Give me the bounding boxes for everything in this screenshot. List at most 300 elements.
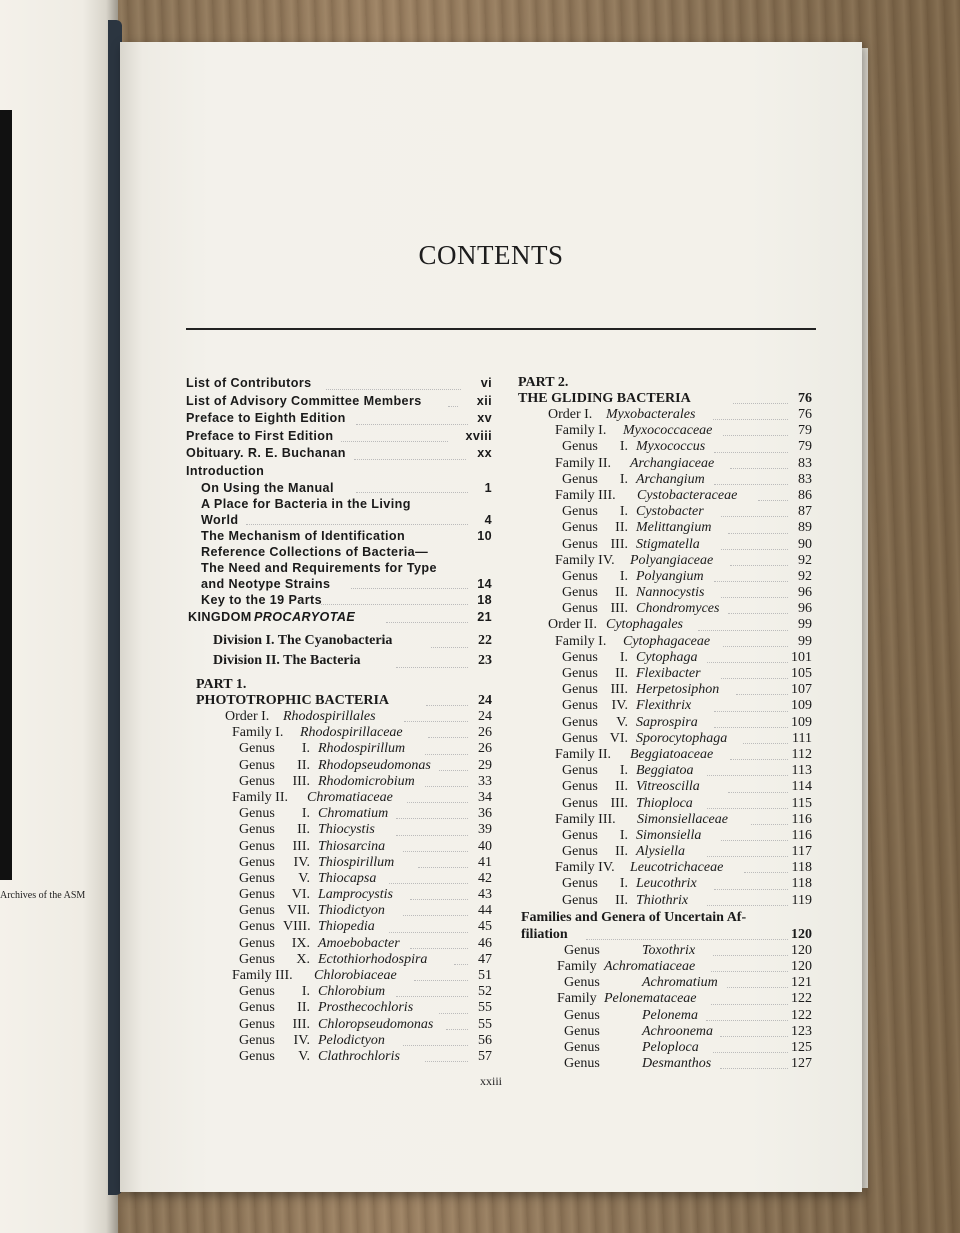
genus-number: X. <box>296 951 310 967</box>
page-ref: 109 <box>791 714 812 730</box>
page-ref: 111 <box>792 730 812 746</box>
dot-leader <box>721 678 788 679</box>
dot-leader <box>396 835 468 836</box>
page-ref: 105 <box>791 666 812 681</box>
toc-entry <box>186 428 492 446</box>
rank-label: Genus <box>239 1016 275 1032</box>
dot-leader <box>586 939 788 940</box>
taxon-name: Myxococcus <box>636 439 706 455</box>
genus-number: III. <box>610 795 628 811</box>
rank-label: Genus <box>562 730 598 746</box>
taxon-name: Toxothrix <box>642 942 696 958</box>
page-ref: 107 <box>791 682 812 698</box>
dot-leader <box>403 1045 468 1046</box>
dot-leader <box>389 932 468 933</box>
dot-leader <box>743 743 788 744</box>
dot-leader <box>707 905 788 906</box>
taxon-name: Chlorobium <box>318 984 386 1000</box>
rank-label: Genus <box>562 520 598 536</box>
taxon-name: Pelodictyon <box>318 1032 385 1048</box>
page-ref: 42 <box>478 870 492 886</box>
genus-number: II. <box>615 585 628 601</box>
taxon-name: Chromatium <box>318 806 389 822</box>
taxon-name: Thiodictyon <box>318 903 385 919</box>
genus-number: I. <box>619 763 628 779</box>
toc-entry <box>186 608 492 626</box>
dot-leader <box>414 980 468 981</box>
page-ref: 14 <box>477 577 492 591</box>
rank-label: Family <box>557 991 597 1007</box>
taxon-name: Achromatium <box>642 975 718 991</box>
dot-leader <box>410 899 468 900</box>
toc-entry <box>186 560 492 576</box>
dot-leader <box>396 818 468 819</box>
dot-leader <box>698 630 788 631</box>
rank-label: Genus <box>239 1048 275 1064</box>
part-title: THE GLIDING BACTERIA <box>518 391 691 406</box>
page-ref: 113 <box>791 763 812 779</box>
toc-entry <box>186 512 492 528</box>
toc-entry <box>186 741 492 757</box>
genus-number: II. <box>615 520 628 536</box>
taxon-name: Polyangiaceae <box>630 552 714 568</box>
rank-label: Family IV. <box>555 860 615 876</box>
rank-label: Order II. <box>548 617 597 633</box>
genus-number: III. <box>292 1016 310 1032</box>
toc-entry <box>186 984 492 1000</box>
entry-label: and Neotype Strains <box>201 577 331 591</box>
taxon-name: Stigmatella <box>636 536 700 552</box>
page-ref: 39 <box>478 822 492 838</box>
dot-leader <box>396 996 468 997</box>
genus-number: II. <box>615 666 628 681</box>
toc-entry <box>518 844 812 860</box>
rank-label: Genus <box>239 919 275 935</box>
taxon-name: Nannocystis <box>636 585 705 601</box>
dot-leader <box>707 662 788 663</box>
toc-entry <box>186 677 492 693</box>
dot-leader <box>728 792 788 793</box>
toc-entry <box>186 1000 492 1016</box>
rank-label: Genus <box>562 568 598 584</box>
toc-entry <box>518 666 812 682</box>
dot-leader <box>351 588 468 589</box>
page-ref: 115 <box>791 795 812 811</box>
rank-label: Genus <box>562 714 598 730</box>
toc-entry <box>186 463 492 481</box>
rank-label: Order I. <box>225 709 270 724</box>
rank-label: Genus <box>239 951 275 967</box>
page-ref: 123 <box>791 1023 812 1039</box>
toc-entry <box>518 943 812 959</box>
page-ref: 43 <box>478 887 492 903</box>
toc-entry <box>518 876 812 892</box>
toc-entry <box>186 544 492 560</box>
page-ref: 45 <box>478 919 492 935</box>
dot-leader <box>721 597 788 598</box>
toc-entry <box>518 991 812 1007</box>
rank-label: Genus <box>562 666 598 681</box>
taxon-name: Alysiella <box>636 844 685 860</box>
rank-label: Genus <box>239 903 275 919</box>
taxon-name: Chondromyces <box>636 601 720 617</box>
kingdom-name: PROCARYOTAE <box>254 610 356 624</box>
page-ref: 33 <box>478 773 492 789</box>
toc-entry <box>518 1040 812 1056</box>
part-title: PHOTOTROPHIC BACTERIA <box>196 693 390 708</box>
toc-entry <box>518 926 812 943</box>
rank-label: Genus <box>562 682 598 698</box>
genus-number: VIII. <box>283 919 311 935</box>
page-ref: 127 <box>791 1056 812 1072</box>
taxon-name: Achromatiaceae <box>604 959 696 974</box>
genus-number: I. <box>619 471 628 487</box>
rank-label: Genus <box>562 504 598 520</box>
rank-label: Genus <box>562 763 598 779</box>
entry-label: World <box>201 513 239 527</box>
dot-leader <box>720 1036 788 1037</box>
taxon-name: Chromatiaceae <box>307 789 393 805</box>
division-label: Division II. The Bacteria <box>213 653 361 668</box>
page-ref: 87 <box>798 504 812 520</box>
taxon-name: Beggiatoa <box>636 763 694 779</box>
toc-entry <box>518 893 812 909</box>
toc-entry <box>518 747 812 763</box>
rank-label: Genus <box>562 795 598 811</box>
genus-number: II. <box>297 1000 310 1016</box>
toc-entry <box>186 871 492 887</box>
dot-leader <box>728 533 788 534</box>
taxon-name: Rhodomicrobium <box>318 773 415 789</box>
toc-entry <box>518 520 812 536</box>
toc-entry <box>186 576 492 592</box>
title-rule <box>186 328 816 330</box>
toc-entry <box>186 839 492 855</box>
page-ref: 79 <box>798 423 812 439</box>
entry-label: The Mechanism of Identification <box>201 529 406 543</box>
genus-number: I. <box>619 504 628 520</box>
toc-entry <box>186 496 492 512</box>
genus-number: V. <box>298 870 310 886</box>
dot-leader <box>751 824 788 825</box>
page-ref: 21 <box>477 610 492 624</box>
genus-number: II. <box>615 844 628 860</box>
toc-entry <box>518 860 812 876</box>
toc-entry <box>186 758 492 774</box>
toc-entry <box>518 1056 812 1072</box>
toc-entry <box>518 585 812 601</box>
taxon-name: Myxococcaceae <box>623 423 713 439</box>
taxon-name: Sporocytophaga <box>636 730 728 746</box>
taxon-name: Thiosarcina <box>318 838 386 854</box>
toc-entry <box>518 1024 812 1040</box>
page-ref: 120 <box>791 926 812 942</box>
dot-leader <box>448 406 458 407</box>
entry-label: On Using the Manual <box>201 481 334 495</box>
rank-label: Genus <box>564 975 600 991</box>
kingdom-prefix: KINGDOM <box>188 610 252 624</box>
taxon-name: Rhodospirillaceae <box>300 725 403 741</box>
rank-label: Family I. <box>555 423 607 439</box>
page-ref: 46 <box>478 935 492 951</box>
toc-entry <box>518 488 812 504</box>
page-ref: xx <box>477 446 492 460</box>
page-ref: xv <box>477 411 492 425</box>
page-ref: 22 <box>478 633 492 648</box>
dot-leader <box>356 424 468 425</box>
division-label: Division I. The Cyanobacteria <box>213 633 393 648</box>
taxon-name: Thiospirillum <box>318 854 395 870</box>
toc-entry <box>186 887 492 903</box>
dot-leader <box>714 484 788 485</box>
page-ref: 114 <box>791 779 812 795</box>
page-ref: 34 <box>478 789 492 805</box>
rank-label: Genus <box>562 439 598 455</box>
taxon-name: Cytophagales <box>606 617 683 633</box>
taxon-name: Archangium <box>636 471 705 487</box>
dot-leader <box>454 964 468 965</box>
genus-number: I. <box>619 876 628 892</box>
photo-caption: Archives of the ASM <box>0 890 86 901</box>
facing-page <box>0 0 118 1233</box>
dot-leader <box>707 856 788 857</box>
dot-leader <box>736 694 788 695</box>
page-title: CONTENTS <box>418 240 564 270</box>
toc-entry <box>186 631 492 651</box>
page-ref: 99 <box>798 633 812 649</box>
page-ref: 24 <box>478 693 492 708</box>
dot-leader <box>426 705 468 706</box>
section-heading: filiation <box>521 926 568 942</box>
taxon-name: Chlorobiaceae <box>314 968 397 983</box>
taxon-name: Pelonemataceae <box>604 991 697 1007</box>
toc-entry <box>518 456 812 472</box>
right-column <box>518 375 812 1072</box>
dot-leader <box>721 840 788 841</box>
page-ref: 116 <box>791 827 812 843</box>
dot-leader <box>410 948 468 949</box>
dot-leader <box>713 955 788 956</box>
rank-label: Genus <box>562 892 598 908</box>
dot-leader <box>713 1052 788 1053</box>
taxon-name: Polyangium <box>636 568 704 584</box>
rank-label: Family III. <box>232 968 293 983</box>
taxon-name: Achroonema <box>642 1023 714 1039</box>
rank-label: Genus <box>564 1056 600 1072</box>
dot-leader <box>714 711 788 712</box>
genus-number: III. <box>292 838 310 854</box>
entry-label: Preface to First Edition <box>186 428 334 443</box>
page-ref: 89 <box>798 520 812 536</box>
genus-number: IV. <box>611 698 628 714</box>
taxon-name: Peloploca <box>642 1039 699 1055</box>
toc-entry <box>186 410 492 428</box>
part-label: PART 1. <box>196 677 247 692</box>
page-ref: 26 <box>478 741 492 757</box>
taxon-name: Thioploca <box>636 795 693 811</box>
toc-entry <box>518 553 812 569</box>
rank-label: Genus <box>562 827 598 843</box>
facing-page-photo <box>0 110 12 880</box>
dot-leader <box>706 1020 788 1021</box>
page-ref: 76 <box>798 407 812 422</box>
rank-label: Family III. <box>555 487 616 503</box>
toc-entry <box>186 651 492 671</box>
taxon-name: Cystobacter <box>636 504 704 520</box>
page-ref: 55 <box>478 1016 492 1032</box>
taxon-name: Thiocapsa <box>318 870 377 886</box>
toc-entry <box>518 391 812 407</box>
dot-leader <box>418 867 468 868</box>
dot-leader <box>730 468 788 469</box>
genus-number: II. <box>297 757 310 773</box>
genus-number: I. <box>301 984 310 1000</box>
toc-entry <box>186 693 492 709</box>
toc-entry <box>186 445 492 463</box>
dot-leader <box>431 647 468 648</box>
taxon-name: Clathrochloris <box>318 1048 400 1064</box>
genus-number: II. <box>615 892 628 908</box>
dot-leader <box>425 786 468 787</box>
page-ref: xviii <box>465 428 492 443</box>
dot-leader <box>744 872 788 873</box>
dot-leader <box>428 737 468 738</box>
taxon-name: Beggiatoaceae <box>630 746 714 762</box>
taxon-name: Cytophagaceae <box>623 633 711 649</box>
toc-entry <box>518 439 812 455</box>
dot-leader <box>403 915 468 916</box>
dot-leader <box>404 721 468 722</box>
toc-entry <box>186 806 492 822</box>
taxon-name: Ectothiorhodospira <box>318 951 428 967</box>
rank-label: Genus <box>564 1007 600 1023</box>
genus-number: IV. <box>293 854 310 870</box>
taxon-name: Leucothrix <box>636 876 697 892</box>
taxon-name: Rhodospirillum <box>318 741 406 757</box>
dot-leader <box>425 1061 468 1062</box>
rank-label: Genus <box>239 806 275 822</box>
dot-leader <box>727 987 788 988</box>
rank-label: Genus <box>239 1000 275 1016</box>
entry-label: The Need and Requirements for Type <box>201 561 437 575</box>
rank-label: Genus <box>239 741 275 757</box>
dot-leader <box>356 492 468 493</box>
taxon-name: Simonsiellaceae <box>637 811 728 827</box>
toc-entry <box>518 828 812 844</box>
toc-entry <box>186 709 492 725</box>
toc-entry <box>186 592 492 608</box>
toc-entry <box>518 763 812 779</box>
dot-leader <box>707 808 788 809</box>
genus-number: I. <box>619 439 628 455</box>
page-ref: 76 <box>798 391 812 406</box>
taxon-name: Thiocystis <box>318 822 375 838</box>
rank-label: Genus <box>564 1023 600 1039</box>
genus-number: VII. <box>287 903 310 919</box>
taxon-name: Cystobacteraceae <box>637 487 738 503</box>
genus-number: I. <box>619 649 628 665</box>
genus-number: III. <box>610 601 628 617</box>
toc-entry <box>518 682 812 698</box>
page-ref: 36 <box>478 806 492 822</box>
rank-label: Genus <box>239 984 275 1000</box>
page-ref: 120 <box>791 959 812 974</box>
page-ref: 1 <box>484 481 492 495</box>
rank-label: Genus <box>564 1039 600 1055</box>
taxon-name: Melittangium <box>636 520 712 536</box>
toc-entry <box>518 375 812 391</box>
dot-leader <box>720 1068 788 1069</box>
dot-leader <box>723 646 788 647</box>
rank-label: Genus <box>239 935 275 951</box>
genus-number: I. <box>301 806 310 822</box>
dot-leader <box>711 1004 788 1005</box>
dot-leader <box>326 389 461 390</box>
page-ref: 101 <box>791 649 812 665</box>
page-ref: 79 <box>798 439 812 455</box>
toc-entry <box>186 375 492 393</box>
dot-leader <box>733 403 788 404</box>
toc-entry <box>186 1017 492 1033</box>
toc-entry <box>518 569 812 585</box>
rank-label: Genus <box>239 757 275 773</box>
dot-leader <box>354 459 466 460</box>
dot-leader <box>714 581 788 582</box>
page-ref: 18 <box>477 593 492 607</box>
page-ref: 24 <box>478 709 492 724</box>
page-ref: 57 <box>478 1048 492 1064</box>
toc-entry <box>518 472 812 488</box>
page-ref: 96 <box>798 585 812 601</box>
rank-label: Genus <box>562 585 598 601</box>
rank-label: Genus <box>562 844 598 860</box>
part-label: PART 2. <box>518 375 569 390</box>
toc-entry <box>186 790 492 806</box>
toc-entry <box>186 919 492 935</box>
toc-entry <box>518 779 812 795</box>
rank-label: Genus <box>562 876 598 892</box>
entry-label: A Place for Bacteria in the Living <box>201 497 411 511</box>
page-number: xxiii <box>479 1074 502 1088</box>
page-ref: 121 <box>791 975 812 991</box>
page-ref: vi <box>480 376 492 390</box>
toc-entry <box>518 617 812 633</box>
page-ref: 40 <box>478 838 492 854</box>
taxon-name: Simonsiella <box>636 827 702 843</box>
page-ref: 44 <box>478 903 492 919</box>
taxon-name: Pelonema <box>642 1007 698 1023</box>
taxon-name: Rhodospirillales <box>283 709 376 724</box>
dot-leader <box>723 435 788 436</box>
genus-number: II. <box>615 779 628 795</box>
page-ref: 125 <box>791 1039 812 1055</box>
contents-page <box>120 42 862 1192</box>
taxon-name: Flexibacter <box>636 666 701 681</box>
toc-entry <box>518 423 812 439</box>
toc-entry <box>186 822 492 838</box>
rank-label: Family II. <box>555 746 611 762</box>
page-ref: 51 <box>478 968 492 983</box>
dot-leader <box>341 441 448 442</box>
rank-label: Family <box>557 959 597 974</box>
genus-number: I. <box>301 741 310 757</box>
rank-label: Genus <box>239 773 275 789</box>
page-ref: 90 <box>798 536 812 552</box>
dot-leader <box>396 667 468 668</box>
toc-entry <box>186 528 492 544</box>
entry-label: Reference Collections of Bacteria— <box>201 545 429 559</box>
page-ref: 86 <box>798 487 812 503</box>
